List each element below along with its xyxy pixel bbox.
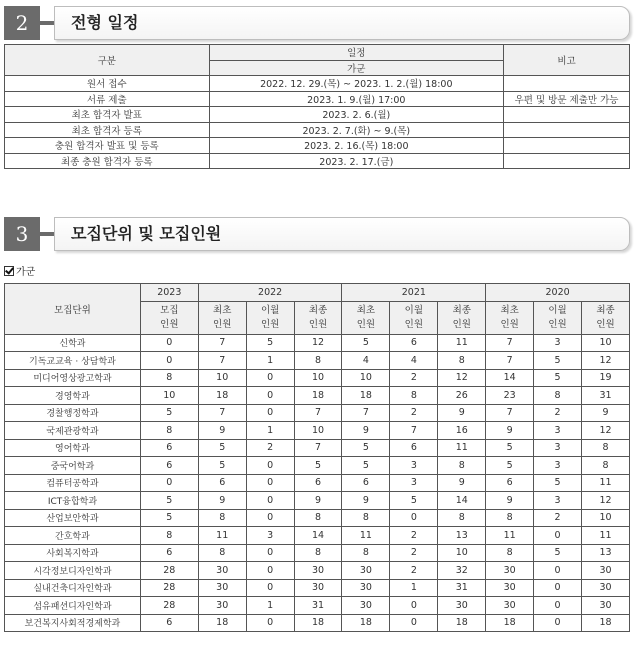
- table-row: [5, 439, 630, 457]
- recruit-value: 31: [582, 387, 630, 405]
- table-row: [5, 492, 630, 510]
- recruit-value: 8: [534, 387, 582, 405]
- recruit-value: 28: [140, 562, 198, 580]
- recruit-value: 7: [486, 352, 534, 370]
- recruit-unit: 보건복지사회적경제학과: [5, 614, 141, 632]
- recruit-value: 5: [342, 457, 390, 475]
- recruit-value: 18: [582, 614, 630, 632]
- recruit-value: 8: [294, 352, 342, 370]
- recruit-value: 6: [140, 439, 198, 457]
- recruit-value: 12: [582, 352, 630, 370]
- recruit-value: 7: [486, 404, 534, 422]
- recruit-value: 9: [438, 404, 486, 422]
- header-year-2020: 2020: [486, 284, 630, 302]
- recruit-value: 13: [582, 544, 630, 562]
- recruit-value: 0: [534, 579, 582, 597]
- recruit-value: 30: [486, 562, 534, 580]
- recruit-value: 10: [294, 369, 342, 387]
- recruit-value: 5: [534, 369, 582, 387]
- header-category: 구분: [5, 45, 210, 76]
- recruit-value: 5: [140, 492, 198, 510]
- schedule-note: [504, 122, 630, 138]
- recruit-value: 0: [246, 544, 294, 562]
- recruit-value: 7: [486, 334, 534, 352]
- recruit-value: 14: [294, 527, 342, 545]
- recruit-value: 0: [534, 562, 582, 580]
- schedule-item: 원서 접수: [5, 76, 210, 92]
- recruit-unit: 섬유패션디자인학과: [5, 597, 141, 615]
- connector: [40, 21, 54, 25]
- recruit-value: 11: [342, 527, 390, 545]
- checkbox-icon: [4, 266, 14, 276]
- recruit-unit: 기독교교육 · 상담학과: [5, 352, 141, 370]
- recruit-value: 30: [486, 597, 534, 615]
- recruit-value: 32: [438, 562, 486, 580]
- recruit-value: 28: [140, 597, 198, 615]
- recruit-value: 9: [198, 422, 246, 440]
- recruit-value: 3: [390, 474, 438, 492]
- recruit-value: 30: [342, 562, 390, 580]
- schedule-item: 최초 합격자 등록: [5, 122, 210, 138]
- recruit-value: 11: [438, 439, 486, 457]
- recruit-value: 5: [534, 544, 582, 562]
- recruit-value: 30: [582, 579, 630, 597]
- recruit-value: 5: [198, 457, 246, 475]
- recruit-value: 6: [140, 614, 198, 632]
- recruit-value: 9: [582, 404, 630, 422]
- recruit-value: 18: [342, 614, 390, 632]
- header-sub-final: 최종 인원: [294, 301, 342, 334]
- recruit-value: 6: [390, 334, 438, 352]
- recruit-unit: 미디어영상광고학과: [5, 369, 141, 387]
- recruit-value: 2: [390, 369, 438, 387]
- recruit-value: 8: [438, 509, 486, 527]
- recruit-value: 0: [246, 457, 294, 475]
- recruit-value: 5: [294, 457, 342, 475]
- table-row: [5, 562, 630, 580]
- schedule-item: 충원 합격자 발표 및 등록: [5, 138, 210, 154]
- recruit-value: 30: [294, 562, 342, 580]
- recruit-value: 18: [438, 614, 486, 632]
- schedule-note: [504, 153, 630, 169]
- recruit-value: 2: [390, 562, 438, 580]
- table-row: [5, 579, 630, 597]
- recruit-value: 7: [294, 439, 342, 457]
- recruit-value: 30: [582, 597, 630, 615]
- recruit-value: 11: [486, 527, 534, 545]
- recruit-value: 6: [486, 474, 534, 492]
- recruit-value: 8: [140, 369, 198, 387]
- recruit-value: 26: [438, 387, 486, 405]
- table-row: [5, 614, 630, 632]
- schedule-item: 서류 제출: [5, 91, 210, 107]
- recruit-value: 7: [198, 352, 246, 370]
- recruit-unit: 신학과: [5, 334, 141, 352]
- recruit-value: 10: [140, 387, 198, 405]
- schedule-item: 최종 충원 합격자 등록: [5, 153, 210, 169]
- table-row: [5, 509, 630, 527]
- recruit-value: 7: [198, 334, 246, 352]
- recruit-value: 5: [140, 509, 198, 527]
- recruit-value: 19: [582, 369, 630, 387]
- recruit-value: 0: [246, 614, 294, 632]
- recruit-value: 18: [486, 614, 534, 632]
- recruit-value: 0: [140, 474, 198, 492]
- recruit-value: 8: [390, 387, 438, 405]
- recruit-value: 30: [582, 562, 630, 580]
- recruit-unit: 영어학과: [5, 439, 141, 457]
- table-row: [5, 597, 630, 615]
- header-sub-carryover: 이월 인원: [534, 301, 582, 334]
- header-year-2022: 2022: [198, 284, 342, 302]
- recruit-unit: 실내건축디자인학과: [5, 579, 141, 597]
- recruit-value: 0: [534, 527, 582, 545]
- recruit-value: 0: [246, 509, 294, 527]
- recruit-unit: 국제관광학과: [5, 422, 141, 440]
- recruit-value: 18: [198, 614, 246, 632]
- recruit-value: 18: [198, 387, 246, 405]
- recruit-value: 16: [438, 422, 486, 440]
- recruit-value: 5: [390, 492, 438, 510]
- recruit-value: 6: [390, 439, 438, 457]
- recruit-value: 6: [342, 474, 390, 492]
- recruit-value: 9: [342, 492, 390, 510]
- section-number: 3: [4, 217, 40, 251]
- recruit-value: 8: [486, 509, 534, 527]
- schedule-note: 우편 및 방문 제출만 가능: [504, 91, 630, 107]
- recruit-value: 3: [534, 422, 582, 440]
- recruit-unit: 간호학과: [5, 527, 141, 545]
- recruit-value: 30: [198, 562, 246, 580]
- recruit-value: 2: [246, 439, 294, 457]
- table-row: [5, 138, 630, 154]
- recruit-value: 23: [486, 387, 534, 405]
- recruit-value: 13: [438, 527, 486, 545]
- schedule-date: 2023. 2. 7.(화) ~ 9.(목): [209, 122, 504, 138]
- recruit-value: 12: [438, 369, 486, 387]
- recruit-value: 9: [198, 492, 246, 510]
- recruit-value: 30: [438, 597, 486, 615]
- recruit-value: 5: [140, 404, 198, 422]
- recruit-value: 5: [342, 439, 390, 457]
- recruit-table: [4, 283, 630, 632]
- recruit-value: 11: [582, 474, 630, 492]
- header-sub-initial: 최초 인원: [198, 301, 246, 334]
- header-year-2021: 2021: [342, 284, 486, 302]
- header-note: 비고: [504, 45, 630, 76]
- recruit-value: 0: [534, 597, 582, 615]
- section-title: 모집단위 및 모집인원: [71, 224, 222, 243]
- header-group: 가군: [209, 60, 504, 76]
- recruit-value: 9: [486, 492, 534, 510]
- table-row: [5, 527, 630, 545]
- header-sub-2023: 모집 인원: [140, 301, 198, 334]
- recruit-value: 11: [438, 334, 486, 352]
- recruit-value: 31: [438, 579, 486, 597]
- header-unit: 모집단위: [5, 284, 141, 335]
- table-row: [5, 544, 630, 562]
- recruit-value: 18: [294, 614, 342, 632]
- group-check-label: [4, 263, 35, 278]
- recruit-value: 1: [390, 579, 438, 597]
- schedule-date: 2023. 1. 9.(월) 17:00: [209, 91, 504, 107]
- recruit-value: 8: [486, 544, 534, 562]
- recruit-value: 8: [438, 352, 486, 370]
- table-row: [5, 153, 630, 169]
- connector: [40, 232, 54, 236]
- recruit-value: 8: [582, 439, 630, 457]
- recruit-value: 8: [294, 509, 342, 527]
- recruit-value: 9: [342, 422, 390, 440]
- recruit-value: 8: [342, 544, 390, 562]
- recruit-value: 2: [390, 544, 438, 562]
- recruit-value: 0: [246, 492, 294, 510]
- recruit-value: 12: [294, 334, 342, 352]
- recruit-value: 11: [582, 527, 630, 545]
- recruit-value: 6: [294, 474, 342, 492]
- recruit-value: 8: [140, 422, 198, 440]
- recruit-value: 6: [140, 457, 198, 475]
- schedule-note: [504, 107, 630, 123]
- recruit-value: 5: [246, 334, 294, 352]
- schedule-date: 2023. 2. 17.(금): [209, 153, 504, 169]
- recruit-value: 9: [294, 492, 342, 510]
- recruit-value: 0: [246, 387, 294, 405]
- table-row: [5, 334, 630, 352]
- recruit-value: 30: [342, 579, 390, 597]
- table-row: [5, 91, 630, 107]
- header-schedule: 일정: [209, 45, 504, 61]
- recruit-value: 11: [198, 527, 246, 545]
- recruit-value: 3: [534, 457, 582, 475]
- table-row: [5, 457, 630, 475]
- table-row: [5, 474, 630, 492]
- recruit-value: 8: [342, 509, 390, 527]
- recruit-value: 12: [582, 492, 630, 510]
- recruit-value: 1: [246, 597, 294, 615]
- recruit-value: 7: [198, 404, 246, 422]
- schedule-date: 2023. 2. 6.(월): [209, 107, 504, 123]
- recruit-value: 10: [438, 544, 486, 562]
- recruit-value: 8: [582, 457, 630, 475]
- recruit-value: 18: [342, 387, 390, 405]
- schedule-item: 최초 합격자 발표: [5, 107, 210, 123]
- header-sub-initial: 최초 인원: [486, 301, 534, 334]
- recruit-unit: ICT융합학과: [5, 492, 141, 510]
- table-row: [5, 107, 630, 123]
- recruit-value: 8: [140, 527, 198, 545]
- group-label: 가군: [16, 267, 36, 278]
- recruit-value: 1: [246, 352, 294, 370]
- recruit-unit: 시각정보디자인학과: [5, 562, 141, 580]
- table-row: [5, 76, 630, 92]
- recruit-value: 30: [342, 597, 390, 615]
- recruit-value: 6: [198, 474, 246, 492]
- recruit-value: 8: [294, 544, 342, 562]
- recruit-value: 8: [438, 457, 486, 475]
- header-sub-carryover: 이월 인원: [390, 301, 438, 334]
- section-title: 전형 일정: [71, 13, 139, 32]
- recruit-value: 31: [294, 597, 342, 615]
- schedule-date: 2022. 12. 29.(목) ~ 2023. 1. 2.(월) 18:00: [209, 76, 504, 92]
- header-sub-final: 최종 인원: [438, 301, 486, 334]
- recruit-value: 2: [534, 404, 582, 422]
- recruit-value: 18: [294, 387, 342, 405]
- recruit-value: 0: [390, 614, 438, 632]
- recruit-value: 10: [342, 369, 390, 387]
- recruit-value: 10: [198, 369, 246, 387]
- section-number: 2: [4, 6, 40, 40]
- recruit-value: 7: [294, 404, 342, 422]
- recruit-value: 6: [140, 544, 198, 562]
- recruit-value: 2: [534, 509, 582, 527]
- recruit-value: 0: [246, 579, 294, 597]
- recruit-value: 9: [438, 474, 486, 492]
- schedule-table: [4, 44, 630, 169]
- schedule-date: 2023. 2. 16.(목) 18:00: [209, 138, 504, 154]
- schedule-note: [504, 76, 630, 92]
- recruit-value: 14: [486, 369, 534, 387]
- header-sub-carryover: 이월 인원: [246, 301, 294, 334]
- recruit-value: 28: [140, 579, 198, 597]
- header-sub-final: 최종 인원: [582, 301, 630, 334]
- recruit-value: 30: [294, 579, 342, 597]
- recruit-value: 0: [246, 562, 294, 580]
- recruit-value: 3: [534, 439, 582, 457]
- recruit-value: 10: [582, 509, 630, 527]
- recruit-value: 5: [486, 439, 534, 457]
- recruit-value: 5: [198, 439, 246, 457]
- recruit-value: 4: [390, 352, 438, 370]
- header-year-2023: 2023: [140, 284, 198, 302]
- recruit-value: 9: [486, 422, 534, 440]
- recruit-value: 7: [342, 404, 390, 422]
- header-sub-initial: 최초 인원: [342, 301, 390, 334]
- recruit-value: 8: [198, 509, 246, 527]
- recruit-unit: 사회복지학과: [5, 544, 141, 562]
- recruit-value: 3: [534, 492, 582, 510]
- recruit-value: 3: [534, 334, 582, 352]
- recruit-unit: 컴퓨터공학과: [5, 474, 141, 492]
- table-row: [5, 369, 630, 387]
- recruit-value: 14: [438, 492, 486, 510]
- table-row: [5, 352, 630, 370]
- recruit-value: 2: [390, 527, 438, 545]
- recruit-unit: 산업보안학과: [5, 509, 141, 527]
- recruit-value: 5: [534, 474, 582, 492]
- recruit-value: 1: [246, 422, 294, 440]
- recruit-value: 0: [246, 369, 294, 387]
- table-row: [5, 387, 630, 405]
- recruit-value: 5: [534, 352, 582, 370]
- recruit-value: 2: [390, 404, 438, 422]
- recruit-value: 10: [294, 422, 342, 440]
- table-row: [5, 404, 630, 422]
- table-row: [5, 122, 630, 138]
- recruit-value: 5: [486, 457, 534, 475]
- table-row: [5, 422, 630, 440]
- recruit-value: 10: [582, 334, 630, 352]
- schedule-note: [504, 138, 630, 154]
- recruit-value: 0: [140, 334, 198, 352]
- recruit-value: 3: [390, 457, 438, 475]
- recruit-value: 30: [486, 579, 534, 597]
- recruit-value: 5: [342, 334, 390, 352]
- recruit-value: 12: [582, 422, 630, 440]
- recruit-unit: 경찰행정학과: [5, 404, 141, 422]
- recruit-value: 0: [246, 404, 294, 422]
- recruit-value: 7: [390, 422, 438, 440]
- recruit-value: 0: [390, 597, 438, 615]
- recruit-value: 0: [246, 474, 294, 492]
- recruit-value: 0: [534, 614, 582, 632]
- recruit-value: 0: [140, 352, 198, 370]
- section-title-box: [54, 6, 630, 40]
- recruit-value: 30: [198, 579, 246, 597]
- recruit-unit: 경영학과: [5, 387, 141, 405]
- recruit-value: 0: [390, 509, 438, 527]
- recruit-value: 4: [342, 352, 390, 370]
- recruit-value: 8: [198, 544, 246, 562]
- section-title-box: [54, 217, 630, 251]
- recruit-value: 3: [246, 527, 294, 545]
- recruit-unit: 중국어학과: [5, 457, 141, 475]
- recruit-value: 30: [198, 597, 246, 615]
